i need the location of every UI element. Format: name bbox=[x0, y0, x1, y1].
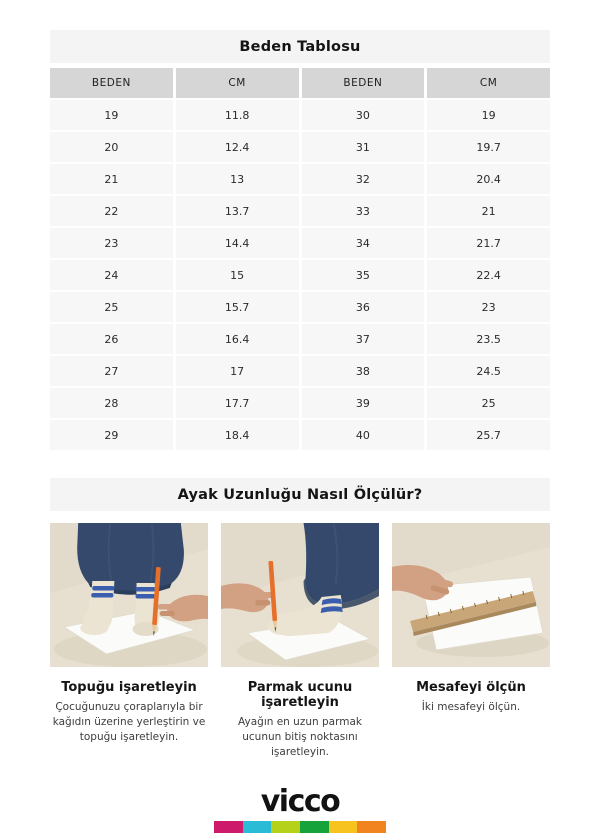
measure-guide-photos bbox=[50, 523, 550, 667]
step-title: Mesafeyi ölçün bbox=[416, 680, 526, 695]
table-cell: 17.7 bbox=[176, 388, 299, 418]
table-cell: 21 bbox=[427, 196, 550, 226]
table-cell: 22 bbox=[50, 196, 173, 226]
table-cell: 16.4 bbox=[176, 324, 299, 354]
step-title: Topuğu işaretleyin bbox=[61, 680, 197, 695]
table-cell: 12.4 bbox=[176, 132, 299, 162]
table-cell: 26 bbox=[50, 324, 173, 354]
table-cell: 22.4 bbox=[427, 260, 550, 290]
rainbow-segment-green bbox=[300, 821, 329, 833]
mark-heel-photo bbox=[50, 523, 208, 667]
rainbow-segment-cyan bbox=[243, 821, 272, 833]
table-cell: 25 bbox=[427, 388, 550, 418]
table-cell: 34 bbox=[302, 228, 425, 258]
table-cell: 20 bbox=[50, 132, 173, 162]
table-cell: 25.7 bbox=[427, 420, 550, 450]
table-cell: 20.4 bbox=[427, 164, 550, 194]
table-cell: 17 bbox=[176, 356, 299, 386]
brand-footer bbox=[50, 783, 550, 833]
step-caption-measure bbox=[392, 680, 550, 760]
column-header-cm-left: CM bbox=[176, 68, 299, 98]
table-cell: 11.8 bbox=[176, 100, 299, 130]
table-cell: 31 bbox=[302, 132, 425, 162]
rainbow-bar bbox=[214, 821, 386, 833]
table-cell: 36 bbox=[302, 292, 425, 322]
measure-distance-photo bbox=[392, 523, 550, 667]
step-photo-mark-toe bbox=[221, 523, 379, 667]
table-cell: 27 bbox=[50, 356, 173, 386]
table-cell: 18.4 bbox=[176, 420, 299, 450]
vicco-logo: vicco bbox=[260, 783, 340, 819]
table-cell: 40 bbox=[302, 420, 425, 450]
step-description: İki mesafeyi ölçün. bbox=[421, 701, 521, 713]
table-cell: 19 bbox=[50, 100, 173, 130]
step-photo-mark-heel bbox=[50, 523, 208, 667]
column-header-beden-left: BEDEN bbox=[50, 68, 173, 98]
rainbow-segment-lime bbox=[271, 821, 300, 833]
size-table-title: Beden Tablosu bbox=[50, 30, 550, 63]
table-cell: 29 bbox=[50, 420, 173, 450]
column-header-beden-right: BEDEN bbox=[302, 68, 425, 98]
size-table bbox=[50, 68, 550, 450]
table-cell: 30 bbox=[302, 100, 425, 130]
step-caption-mark-heel bbox=[50, 680, 208, 760]
table-cell: 13 bbox=[176, 164, 299, 194]
mark-toe-photo bbox=[221, 523, 379, 667]
table-cell: 13.7 bbox=[176, 196, 299, 226]
step-title: Parmak ucunu işaretleyin bbox=[247, 680, 353, 710]
measure-guide-captions bbox=[50, 680, 550, 760]
step-description: Çocuğunuzu çoraplarıyla bir kağıdın üzerine yerleştirin ve topuğu işaretleyin. bbox=[52, 701, 206, 743]
table-cell: 24.5 bbox=[427, 356, 550, 386]
table-cell: 24 bbox=[50, 260, 173, 290]
table-cell: 32 bbox=[302, 164, 425, 194]
table-cell: 23 bbox=[427, 292, 550, 322]
table-cell: 39 bbox=[302, 388, 425, 418]
table-cell: 37 bbox=[302, 324, 425, 354]
table-cell: 35 bbox=[302, 260, 425, 290]
step-photo-measure bbox=[392, 523, 550, 667]
table-cell: 28 bbox=[50, 388, 173, 418]
rainbow-segment-orange bbox=[357, 821, 386, 833]
table-cell: 19 bbox=[427, 100, 550, 130]
table-cell: 21.7 bbox=[427, 228, 550, 258]
table-cell: 15.7 bbox=[176, 292, 299, 322]
rainbow-segment-magenta bbox=[214, 821, 243, 833]
table-cell: 14.4 bbox=[176, 228, 299, 258]
rainbow-segment-yellow bbox=[329, 821, 358, 833]
table-cell: 19.7 bbox=[427, 132, 550, 162]
table-cell: 23.5 bbox=[427, 324, 550, 354]
table-cell: 38 bbox=[302, 356, 425, 386]
step-description: Ayağın en uzun parmak ucunun bitiş noktasını işaretleyin. bbox=[238, 716, 362, 758]
step-caption-mark-toe bbox=[221, 680, 379, 760]
table-cell: 23 bbox=[50, 228, 173, 258]
table-cell: 15 bbox=[176, 260, 299, 290]
measure-guide-title: Ayak Uzunluğu Nasıl Ölçülür? bbox=[50, 478, 550, 511]
table-cell: 33 bbox=[302, 196, 425, 226]
column-header-cm-right: CM bbox=[427, 68, 550, 98]
table-cell: 21 bbox=[50, 164, 173, 194]
table-cell: 25 bbox=[50, 292, 173, 322]
